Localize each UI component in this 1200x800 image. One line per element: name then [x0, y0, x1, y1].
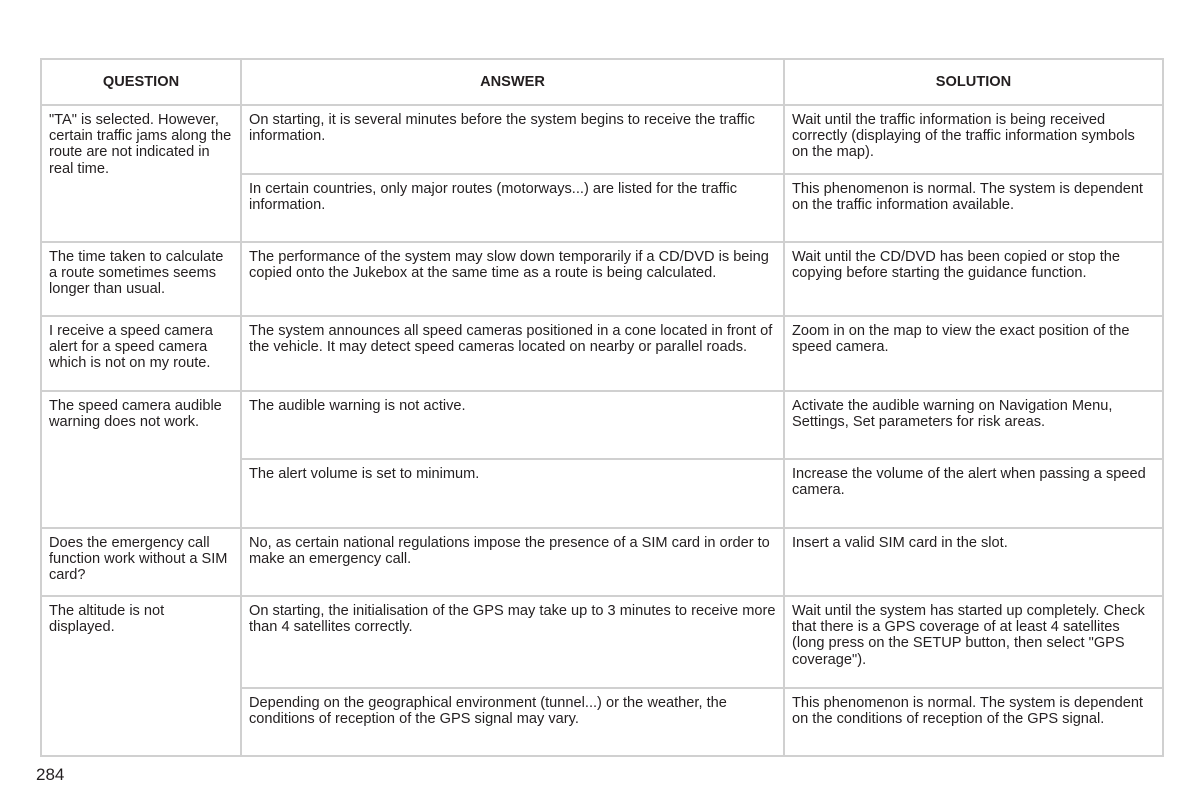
answer-cell: No, as certain national regulations impose the presence of a SIM card in order to make an emergency call.	[241, 528, 784, 596]
question-cell: Does the emergency call function work without a SIM card?	[41, 528, 241, 596]
question-cell: I receive a speed camera alert for a speed camera which is not on my route.	[41, 316, 241, 391]
question-cell: "TA" is selected. However, certain traffic jams along the route are not indicated in real time.	[41, 105, 241, 242]
table-row	[41, 391, 1163, 459]
solution-cell: This phenomenon is normal. The system is dependent on the traffic information available.	[784, 174, 1163, 242]
solution-cell: Increase the volume of the alert when passing a speed camera.	[784, 459, 1163, 528]
table-row	[41, 242, 1163, 316]
table-row	[41, 596, 1163, 688]
answer-cell: The system announces all speed cameras positioned in a cone located in front of the vehicle. It may detect speed cameras located on nearby or parallel roads.	[241, 316, 784, 391]
header-row	[41, 59, 1163, 105]
question-cell: The time taken to calculate a route sometimes seems longer than usual.	[41, 242, 241, 316]
answer-cell: In certain countries, only major routes (motorways...) are listed for the traffic information.	[241, 174, 784, 242]
answer-cell: Depending on the geographical environment (tunnel...) or the weather, the conditions of reception of the GPS signal may vary.	[241, 688, 784, 756]
question-cell: The speed camera audible warning does not work.	[41, 391, 241, 528]
table-row	[41, 316, 1163, 391]
header-question: QUESTION	[41, 59, 241, 105]
table-row	[41, 528, 1163, 596]
solution-cell: Zoom in on the map to view the exact position of the speed camera.	[784, 316, 1163, 391]
answer-cell: The audible warning is not active.	[241, 391, 784, 459]
header-answer: ANSWER	[241, 59, 784, 105]
solution-cell: Wait until the system has started up completely. Check that there is a GPS coverage of at least 4 satellites (long press on the SETUP button, then select "GPS coverage").	[784, 596, 1163, 688]
faq-table	[40, 58, 1164, 757]
solution-cell: This phenomenon is normal. The system is dependent on the conditions of reception of the GPS signal.	[784, 688, 1163, 756]
answer-cell: The alert volume is set to minimum.	[241, 459, 784, 528]
solution-cell: Activate the audible warning on Navigation Menu, Settings, Set parameters for risk areas.	[784, 391, 1163, 459]
answer-cell: On starting, the initialisation of the GPS may take up to 3 minutes to receive more than 4 satellites correctly.	[241, 596, 784, 688]
answer-cell: On starting, it is several minutes before the system begins to receive the traffic information.	[241, 105, 784, 174]
solution-cell: Insert a valid SIM card in the slot.	[784, 528, 1163, 596]
solution-cell: Wait until the CD/DVD has been copied or stop the copying before starting the guidance function.	[784, 242, 1163, 316]
solution-cell: Wait until the traffic information is being received correctly (displaying of the traffic information symbols on the map).	[784, 105, 1163, 174]
table-row	[41, 105, 1163, 174]
page-number: 284	[36, 765, 65, 784]
answer-cell: The performance of the system may slow down temporarily if a CD/DVD is being copied onto the Jukebox at the same time as a route is being calculated.	[241, 242, 784, 316]
question-cell: The altitude is not displayed.	[41, 596, 241, 756]
header-solution: SOLUTION	[784, 59, 1163, 105]
